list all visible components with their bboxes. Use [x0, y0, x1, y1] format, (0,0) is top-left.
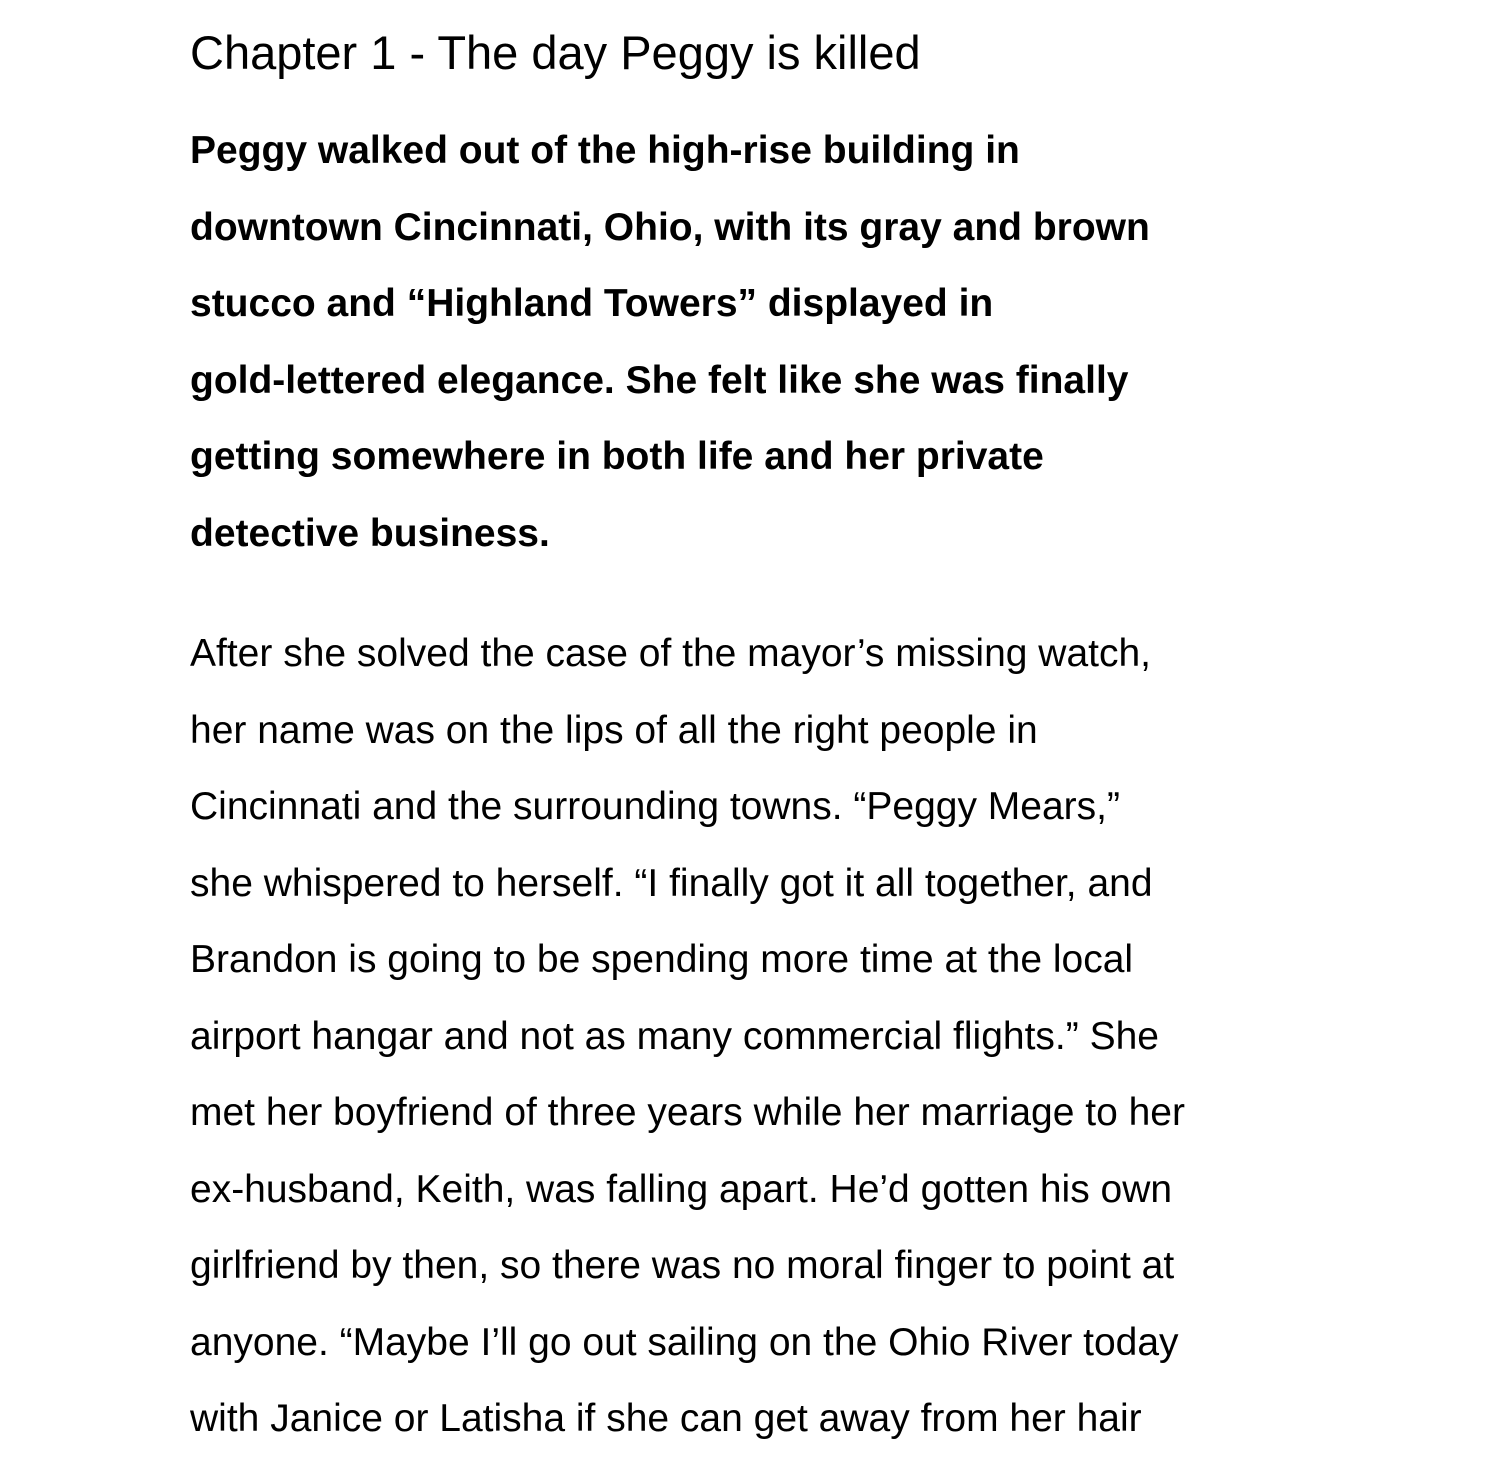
intro-line: Peggy walked out of the high-rise building in — [190, 129, 1020, 172]
intro-line: gold-lettered elegance. She felt like she was finally — [190, 359, 1129, 402]
intro-line: getting somewhere in both life and her private — [190, 435, 1044, 478]
intro-line: downtown Cincinnati, Ohio, with its gray and brown — [190, 206, 1150, 249]
body-line: girlfriend by then, so there was no moral finger to point at — [190, 1244, 1175, 1287]
body-line: airport hangar and not as many commercial flights.” She — [190, 1015, 1159, 1058]
intro-line: detective business. — [190, 512, 550, 555]
chapter-title: Chapter 1 - The day Peggy is killed — [190, 26, 921, 79]
body-line: Brandon is going to be spending more time at the local — [190, 938, 1134, 981]
body-line: her name was on the lips of all the right people in — [190, 709, 1038, 752]
body-line: ex-husband, Keith, was falling apart. He’d gotten his own — [190, 1168, 1173, 1211]
body-line: met her boyfriend of three years while her marriage to her — [190, 1091, 1185, 1134]
body-line: After she solved the case of the mayor’s missing watch, — [190, 632, 1152, 675]
body-line: with Janice or Latisha if she can get away from her hair — [190, 1397, 1142, 1440]
body-line: anyone. “Maybe I’ll go out sailing on the Ohio River today — [190, 1321, 1179, 1364]
intro-line: stucco and “Highland Towers” displayed in — [190, 282, 994, 325]
body-line: Cincinnati and the surrounding towns. “Peggy Mears,” — [190, 785, 1120, 828]
body-line: she whispered to herself. “I finally got it all together, and — [190, 862, 1153, 905]
